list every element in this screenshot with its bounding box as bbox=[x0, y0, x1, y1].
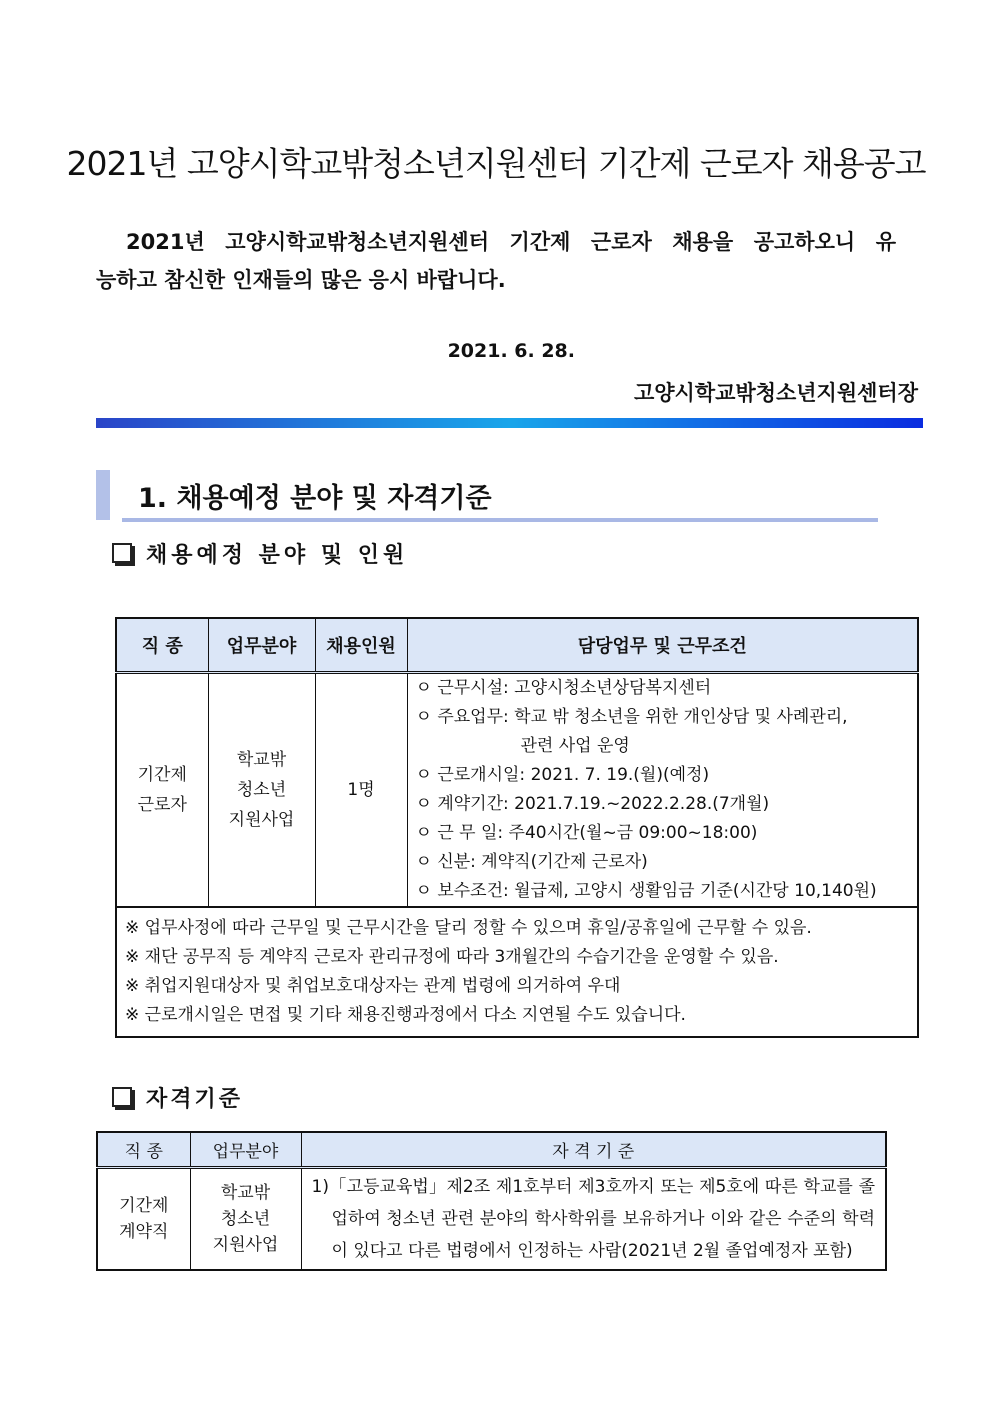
qualification-text: 1)「고등교육법」제2조 제1호부터 제3호까지 또는 제5호에 따른 학교를 졸업하여 청소년 관련 분야의 학사학위를 보유하거나 이와 같은 수준의 학력이 있다고 다른 법령에서 인정하는 사람(2021년 2월 졸업예정자 포함) bbox=[311, 1177, 875, 1261]
cell-count: 1명 bbox=[315, 673, 407, 908]
table-row bbox=[116, 673, 918, 908]
intro-line-1: 2021년 고양시학교밖청소년지원센터 기간제 근로자 채용을 공고하오니 유 bbox=[126, 230, 896, 254]
duty-line: ㅇ 근무시설: 고양시청소년상담복지센터 bbox=[415, 678, 712, 698]
subsection-title: 자격기준 bbox=[146, 1087, 244, 1112]
header-duties: 담당업무 및 근무조건 bbox=[407, 618, 918, 673]
cell-text: 청소년 bbox=[236, 780, 287, 800]
subsection-heading-positions bbox=[112, 538, 408, 569]
note-line: ※ 취업지원대상자 및 취업보호대상자는 관계 법령에 의거하여 우대 bbox=[125, 976, 621, 996]
table-header-row bbox=[116, 618, 918, 673]
organization-name: 고양시학교밖청소년지원센터장 bbox=[633, 381, 918, 405]
qualifications-table bbox=[96, 1131, 887, 1271]
cell-field bbox=[208, 673, 315, 908]
duty-line: ㅇ 계약기간: 2021.7.19.~2022.2.28.(7개월) bbox=[415, 794, 770, 814]
intro-line-2: 능하고 참신한 인재들의 많은 응시 바랍니다. bbox=[96, 268, 506, 292]
cell-text: 학교밖 bbox=[220, 1183, 271, 1203]
note-line: ※ 근로개시일은 면접 및 기타 채용진행과정에서 다소 지연될 수도 있습니다. bbox=[125, 1005, 686, 1025]
cell-qualification bbox=[301, 1168, 886, 1271]
cell-text: 청소년 bbox=[220, 1209, 271, 1229]
duty-line: 관련 사업 운영 bbox=[520, 736, 630, 756]
duty-line: ㅇ 신분: 계약직(기간제 근로자) bbox=[415, 852, 648, 872]
checkbox-bullet-icon bbox=[112, 1087, 132, 1107]
duty-line: ㅇ 주요업무: 학교 밖 청소년을 위한 개인상담 및 사례관리, bbox=[415, 707, 848, 727]
header-qualification: 자 격 기 준 bbox=[301, 1132, 886, 1168]
duty-line: ㅇ 보수조건: 월급제, 고양시 생활임금 기준(시간당 10,140원) bbox=[415, 881, 877, 901]
table-row bbox=[97, 1168, 886, 1271]
cell-field bbox=[190, 1168, 301, 1271]
header-job-type: 직 종 bbox=[116, 618, 208, 673]
note-line: ※ 업무사정에 따라 근무일 및 근무시간을 달리 정할 수 있으며 휴일/공휴일에 근무할 수 있음. bbox=[125, 918, 812, 938]
section-accent-bar bbox=[96, 470, 110, 520]
gradient-divider bbox=[96, 418, 923, 428]
positions-table bbox=[115, 617, 919, 1038]
header-field: 업무분야 bbox=[190, 1132, 301, 1168]
cell-job-type bbox=[116, 673, 208, 908]
subsection-title: 채용예정 분야 및 인원 bbox=[146, 543, 409, 568]
header-job-type: 직 종 bbox=[97, 1132, 190, 1168]
cell-text: 기간제 bbox=[119, 1196, 169, 1216]
subsection-heading-qualifications bbox=[112, 1082, 243, 1113]
duty-line: ㅇ 근 무 일: 주40시간(월~금 09:00~18:00) bbox=[415, 823, 758, 843]
header-count: 채용인원 bbox=[315, 618, 407, 673]
cell-text: 근로자 bbox=[137, 795, 187, 815]
cell-text: 지원사업 bbox=[228, 810, 295, 830]
header-field: 업무분야 bbox=[208, 618, 315, 673]
cell-notes bbox=[116, 907, 918, 1037]
section-underline bbox=[122, 518, 878, 522]
cell-text: 지원사업 bbox=[212, 1235, 279, 1255]
note-line: ※ 재단 공무직 등 계약직 근로자 관리규정에 따라 3개월간의 수습기간을 운영할 수 있음. bbox=[125, 947, 779, 967]
table-notes-row bbox=[116, 907, 918, 1037]
table-header-row bbox=[97, 1132, 886, 1168]
page-title: 2021년 고양시학교밖청소년지원센터 기간제 근로자 채용공고 bbox=[66, 144, 926, 183]
cell-duties bbox=[407, 673, 918, 908]
section-heading: 1. 채용예정 분야 및 자격기준 bbox=[138, 483, 492, 514]
cell-text: 학교밖 bbox=[236, 750, 287, 770]
cell-text: 계약직 bbox=[119, 1222, 169, 1242]
checkbox-bullet-icon bbox=[112, 543, 132, 563]
duty-line: ㅇ 근로개시일: 2021. 7. 19.(월)(예정) bbox=[415, 765, 710, 785]
notice-date: 2021. 6. 28. bbox=[447, 340, 575, 362]
cell-text: 기간제 bbox=[137, 765, 187, 785]
intro-paragraph bbox=[96, 223, 896, 299]
cell-job-type bbox=[97, 1168, 190, 1271]
